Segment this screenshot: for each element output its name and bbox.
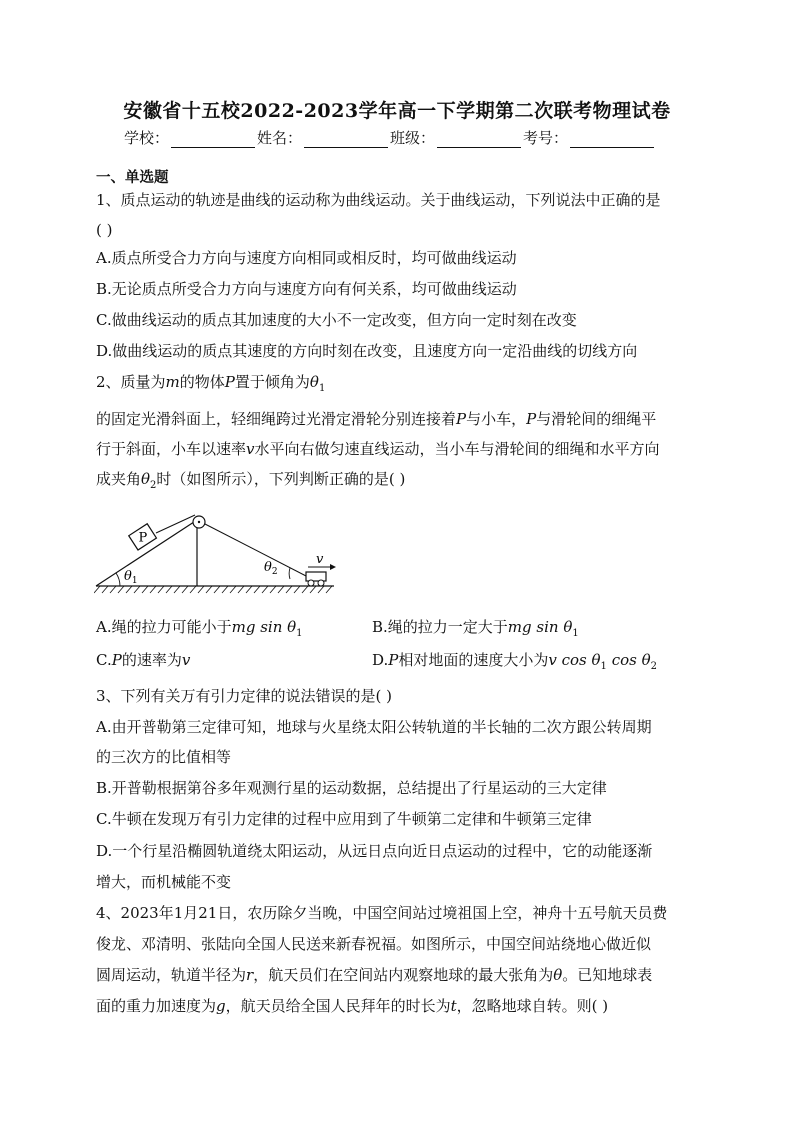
q3-stem: 3、下列有关万有引力定律的说法错误的是( ): [96, 687, 393, 705]
ground-hatching: [94, 586, 332, 593]
class-blank[interactable]: [437, 133, 521, 148]
q1-option-a: A.质点所受合力方向与速度方向相同或相反时，均可做曲线运动: [96, 249, 517, 267]
q1-stem-line2: ( ): [96, 221, 113, 239]
q3-option-a-line1: A.由开普勒第三定律可知，地球与火星绕太阳公转轨道的半长轴的二次方跟公转周期: [96, 718, 652, 736]
q2-stem-line1: 2、质量为m的物体P置于倾角为$\theta_1$: [96, 373, 326, 394]
q4-stem-line2: 俊龙、邓清明、张陆向全国人民送来新春祝福。如图所示，中国空间站绕地心做近似: [96, 935, 652, 953]
q4-stem-line4: 面的重力加速度为g，航天员给全国人民拜年的时长为t，忽略地球自转。则( ): [96, 997, 609, 1015]
page-title: 安徽省十五校2022-2023学年高一下学期第二次联考物理试卷: [123, 100, 671, 122]
q3-option-c: C.牛顿在发现万有引力定律的过程中应用到了牛顿第二定律和牛顿第三定律: [96, 810, 592, 828]
exam-number-blank[interactable]: [570, 133, 654, 148]
pulley-axle: [198, 521, 200, 523]
q2-stem-line3: 行于斜面，小车以速率v水平向右做匀速直线运动，当小车与滑轮间的细绳和水平方向: [96, 440, 660, 458]
q4-stem-line3: 圆周运动，轨道半径为r，航天员们在空间站内观察地球的最大张角为θ。已知地球表: [96, 966, 653, 984]
q1-option-d: D.做曲线运动的质点其速度的方向时刻在改变，且速度方向一定沿曲线的切线方向: [96, 342, 638, 360]
velocity-arrowhead: [330, 564, 336, 570]
q2-stem-line2: 的固定光滑斜面上，轻细绳跨过光滑定滑轮分别连接着P与小车，P与滑轮间的细绳平: [96, 410, 657, 428]
q2-option-d: D.P相对地面的速度大小为v $\cos \theta_1$ $\cos \theta_2$: [372, 651, 657, 672]
q3-option-a-line2: 的三次方的比值相等: [96, 748, 232, 766]
q3-option-b: B.开普勒根据第谷多年观测行星的运动数据，总结提出了行星运动的三大定律: [96, 779, 607, 797]
cart-wheel-right: [318, 580, 324, 586]
rope-to-cart: [205, 524, 308, 577]
q2-stem-line4: 成夹角$\theta_2$时（如图所示），下列判断正确的是( ): [96, 470, 406, 491]
q3-option-d-line2: 增大，而机械能不变: [96, 873, 232, 891]
cart-wheel-left: [308, 580, 314, 586]
angle-theta1-label: $\theta_1$: [124, 569, 138, 586]
q1-option-b: B.无论质点所受合力方向与速度方向有何关系，均可做曲线运动: [96, 280, 517, 298]
q4-stem-line1: 4、2023年1月21日，农历除夕当晚，中国空间站过境祖国上空，神舟十五号航天员费: [96, 904, 668, 922]
block-p-label: P: [138, 530, 148, 546]
name-label: 姓名：: [257, 129, 303, 147]
angle-arc-theta2: [289, 568, 290, 579]
school-blank[interactable]: [171, 133, 255, 148]
q2-option-c: C.P的速率为v: [96, 651, 191, 669]
cart-body: [306, 572, 326, 581]
exam-number-label: 考号：: [523, 129, 569, 147]
class-label: 班级：: [390, 129, 436, 147]
velocity-label: v: [316, 552, 324, 567]
q2-option-b: B.绳的拉力一定大于mg $\sin \theta_1$: [372, 618, 579, 639]
block-p: [129, 524, 157, 551]
q2-figure: [94, 510, 344, 595]
school-label: 学校：: [124, 129, 170, 147]
q1-option-c: C.做曲线运动的质点其加速度的大小不一定改变，但方向一定时刻在改变: [96, 311, 577, 329]
angle-theta2-label: $\theta_2$: [264, 560, 278, 577]
rope-incline: [156, 515, 195, 533]
q1-stem-line1: 1、质点运动的轨迹是曲线的运动称为曲线运动。关于曲线运动，下列说法中正确的是: [96, 191, 661, 209]
name-blank[interactable]: [304, 133, 388, 148]
q2-option-a: A.绳的拉力可能小于mg $\sin \theta_1$: [96, 618, 303, 639]
q3-option-d-line1: D.一个行星沿椭圆轨道绕太阳运动，从远日点向近日点运动的过程中，它的动能逐渐: [96, 842, 653, 860]
angle-arc-theta1: [116, 573, 120, 586]
student-info-line: [124, 127, 656, 148]
section-title: 一、单选题: [96, 169, 169, 186]
